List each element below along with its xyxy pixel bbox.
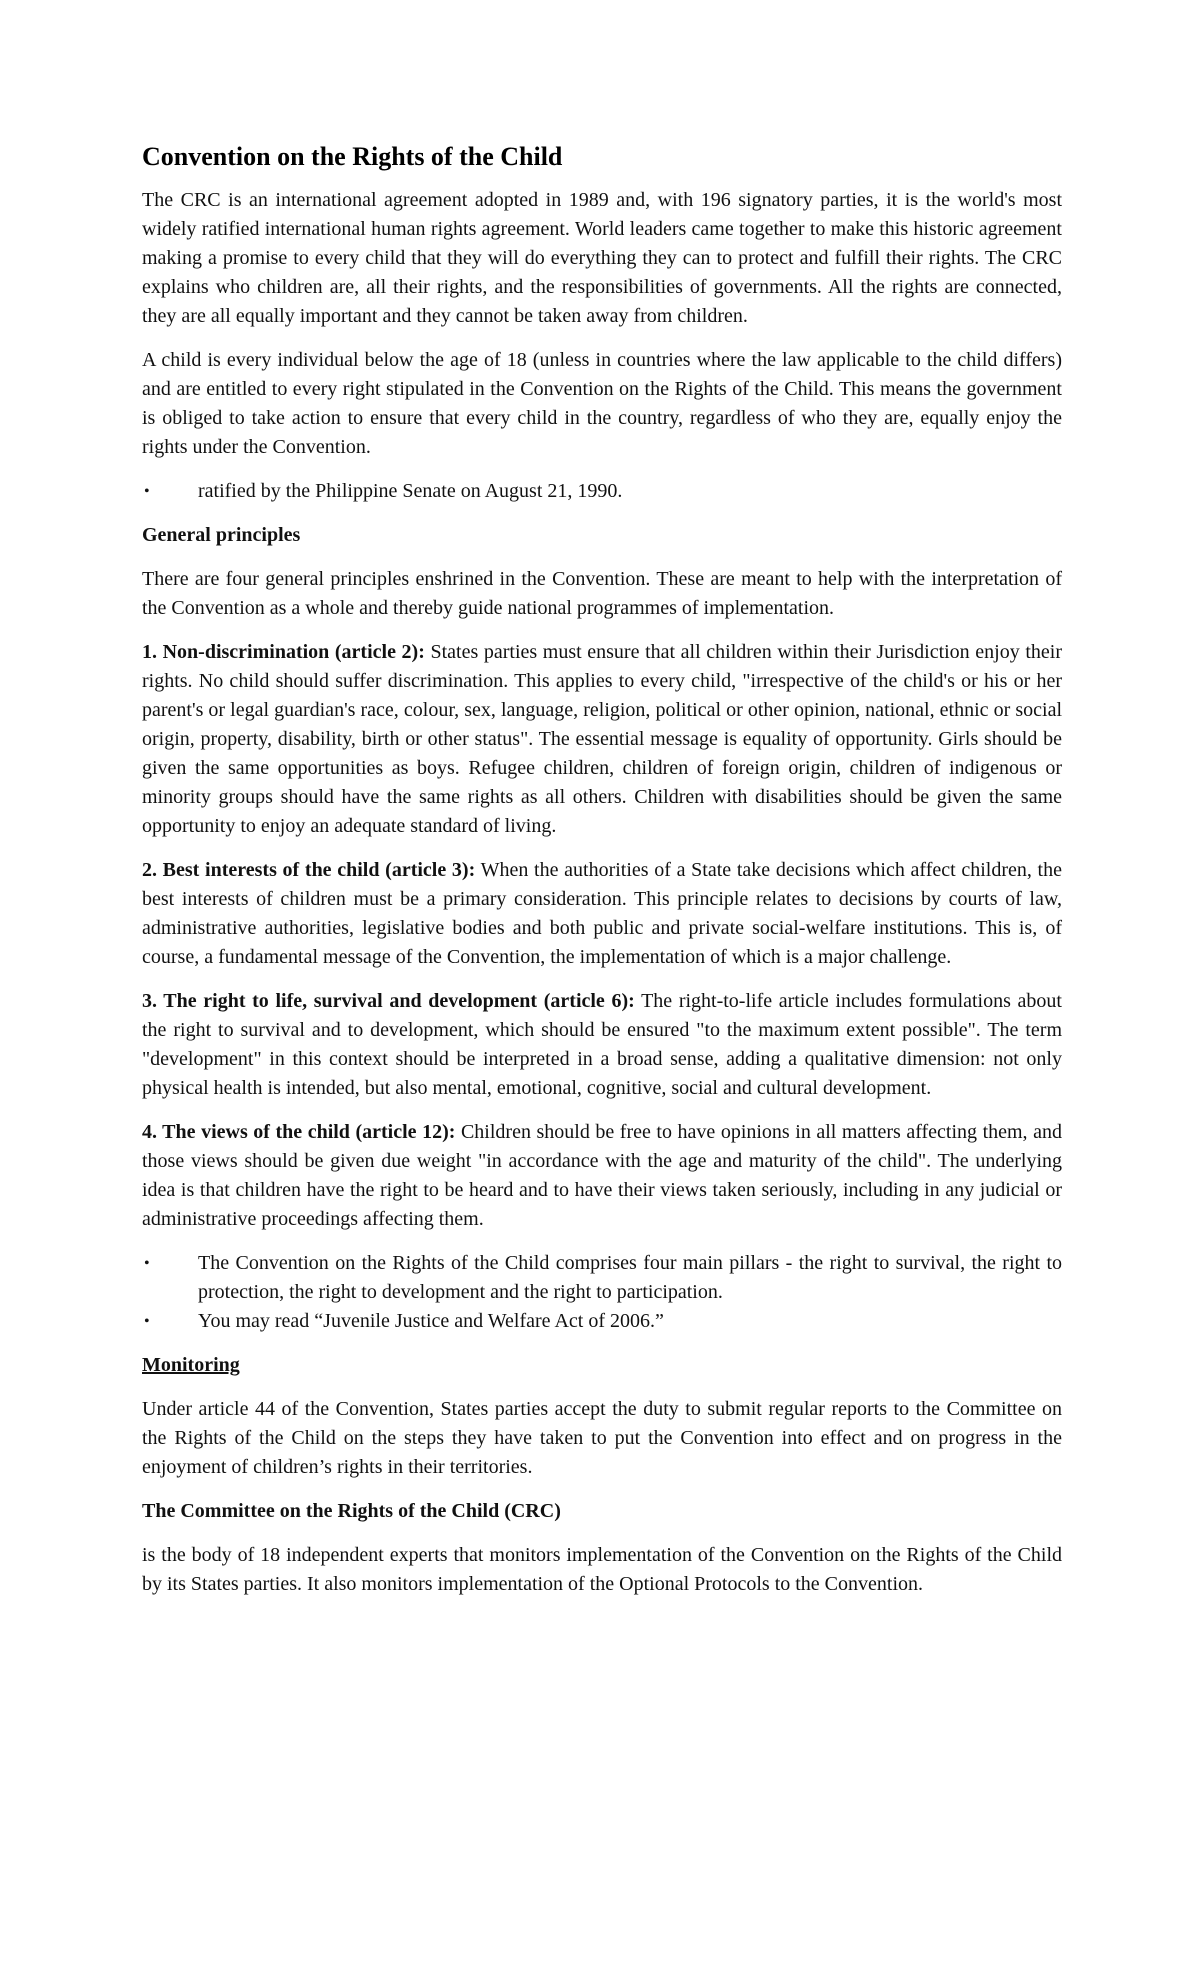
ratification-bullet-list xyxy=(142,477,1062,506)
principle-non-discrimination xyxy=(142,638,1062,841)
list-item-text: You may read “Juvenile Justice and Welfare Act of 2006.” xyxy=(198,1310,664,1332)
pillars-bullet-list xyxy=(142,1249,1062,1336)
principle-label: 4. The views of the child (article 12): xyxy=(142,1121,456,1143)
principle-text: When the authorities of a State take decisions which affect children, the best interests of children must be a primary consideration. This principle relates to decisions by courts of law, administrative authorities, legislative bodies and both public and private social-welfare institutions. This is, of course, a fundamental message of the Convention, the implementation of which is a major challenge. xyxy=(142,859,1062,968)
bullet-icon: • xyxy=(144,1255,150,1272)
list-item xyxy=(142,1307,1062,1336)
list-item-text: ratified by the Philippine Senate on August 21, 1990. xyxy=(198,480,623,502)
monitoring-paragraph: Under article 44 of the Convention, States parties accept the duty to submit regular reports to the Committee on the Rights of the Child on the steps they have taken to put the Convention into effect and on progress in the enjoyment of children’s rights in their territories. xyxy=(142,1398,1062,1478)
intro-paragraph-1: The CRC is an international agreement adopted in 1989 and, with 196 signatory parties, it is the world's most widely ratified international human rights agreement. World leaders came together to make this historic agreement making a promise to every child that they will do everything they can to protect and fulfill their rights. The CRC explains who children are, all their rights, and the responsibilities of governments. All the rights are connected, they are all equally important and they cannot be taken away from children. xyxy=(142,189,1062,327)
principle-text: The right-to-life article includes formulations about the right to survival and to development, which should be ensured "to the maximum extent possible". The term "development" in this context should be interpreted in a broad sense, adding a qualitative dimension: not only physical health is intended, but also mental, emotional, cognitive, social and cultural development. xyxy=(142,990,1062,1099)
general-principles-heading: General principles xyxy=(142,524,301,546)
document-content xyxy=(142,140,1062,1614)
intro-paragraph-2: A child is every individual below the age of 18 (unless in countries where the law applicable to the child differs) and are entitled to every right stipulated in the Convention on the Rights of the Child. This means the government is obliged to take action to ensure that every child in the country, regardless of who they are, equally enjoy the rights under the Convention. xyxy=(142,349,1062,458)
principle-label: 2. Best interests of the child (article 3): xyxy=(142,859,476,881)
principle-best-interests xyxy=(142,856,1062,972)
monitoring-heading: Monitoring xyxy=(142,1354,240,1376)
committee-paragraph: is the body of 18 independent experts that monitors implementation of the Convention on the Rights of the Child by its States parties. It also monitors implementation of the Optional Protocols to the Convention. xyxy=(142,1544,1062,1595)
document-title: Convention on the Rights of the Child xyxy=(142,142,563,171)
list-item-text: The Convention on the Rights of the Child comprises four main pillars - the right to survival, the right to protection, the right to development and the right to participation. xyxy=(198,1252,1062,1303)
list-item xyxy=(142,477,1062,506)
bullet-icon: • xyxy=(144,483,150,500)
principle-text: Children should be free to have opinions in all matters affecting them, and those views should be given due weight "in accordance with the age and maturity of the child". The underlying idea is that children have the right to be heard and to have their views taken seriously, including in any judicial or administrative proceedings affecting them. xyxy=(142,1121,1062,1230)
principle-text: States parties must ensure that all children within their Jurisdiction enjoy their rights. No child should suffer discrimination. This applies to every child, "irrespective of the child's or his or her parent's or legal guardian's race, colour, sex, language, religion, political or other opinion, national, ethnic or social origin, property, disability, birth or other status". The essential message is equality of opportunity. Girls should be given the same opportunities as boys. Refugee children, children of foreign origin, children of indigenous or minority groups should have the same rights as all others. Children with disabilities should be given the same opportunity to enjoy an adequate standard of living. xyxy=(142,641,1062,837)
principle-views-of-child xyxy=(142,1118,1062,1234)
bullet-icon: • xyxy=(144,1313,150,1330)
principle-right-to-life xyxy=(142,987,1062,1103)
committee-heading: The Committee on the Rights of the Child (CRC) xyxy=(142,1500,561,1522)
principle-label: 1. Non-discrimination (article 2): xyxy=(142,641,425,663)
principle-label: 3. The right to life, survival and development (article 6): xyxy=(142,990,635,1012)
list-item xyxy=(142,1249,1062,1307)
general-principles-intro: There are four general principles enshrined in the Convention. These are meant to help with the interpretation of the Convention as a whole and thereby guide national programmes of implementation. xyxy=(142,568,1062,619)
